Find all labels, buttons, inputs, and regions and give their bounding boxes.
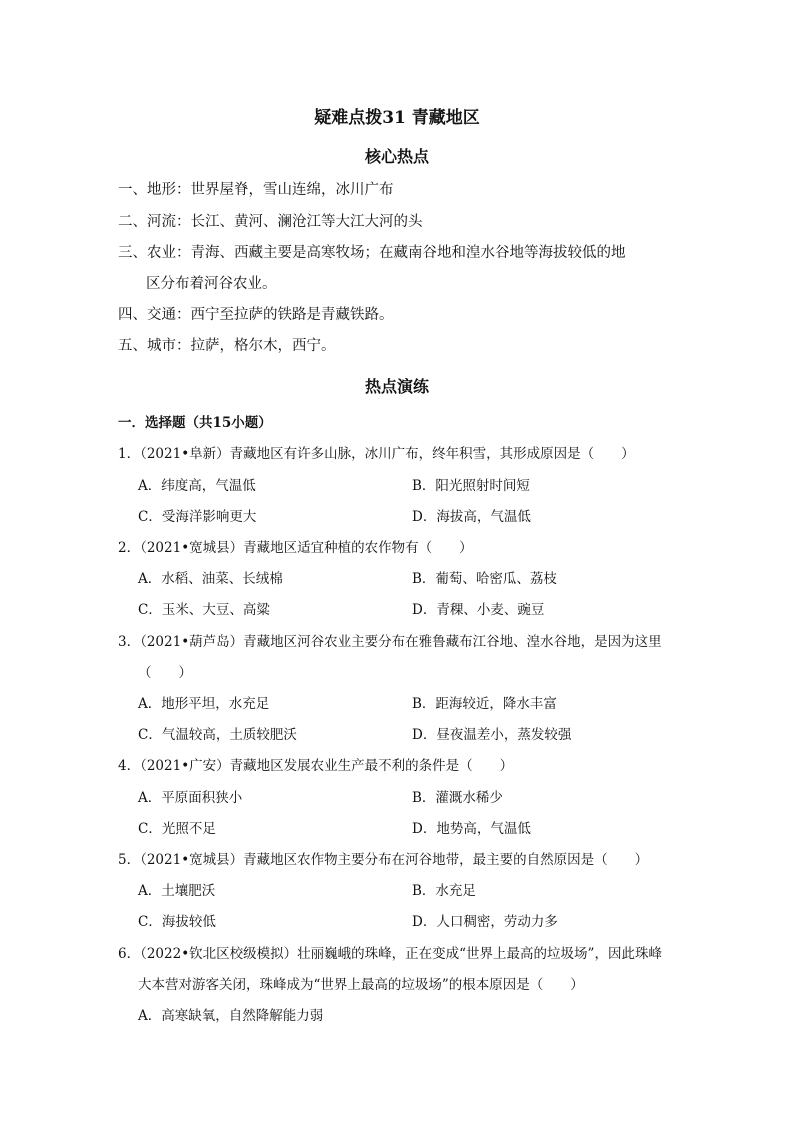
question-6-option-a: A．高寒缺氧，自然降解能力弱: [138, 1008, 324, 1024]
question-5-option-b: B．水充足: [412, 883, 476, 899]
question-1-option-a: A．纬度高，气温低: [138, 478, 256, 494]
question-1-option-b: B．阳光照射时间短: [412, 478, 530, 494]
core-heading: 核心热点: [364, 147, 429, 166]
page-title: 疑难点拨31 青藏地区: [314, 108, 480, 128]
question-2-option-a: A．水稻、油菜、长绒棉: [138, 571, 283, 587]
question-3-option-b: B．距海较近，降水丰富: [412, 696, 557, 712]
practice-heading: 热点演练: [364, 377, 429, 396]
question-4-stem: 4．（2021•广安）青藏地区发展农业生产最不利的条件是（ ）: [118, 758, 514, 774]
question-1-option-c: C．受海洋影响更大: [138, 509, 257, 525]
question-3-stem-cont: （ ）: [138, 665, 192, 681]
question-3-option-d: D．昼夜温差小，蒸发较强: [412, 727, 572, 743]
question-1-stem: 1．（2021•阜新）青藏地区有许多山脉，冰川广布，终年积雪，其形成原因是（ ）: [118, 446, 635, 462]
question-3-stem: 3．（2021•葫芦岛）青藏地区河谷农业主要分布在雅鲁藏布江谷地、湟水谷地，是因为这里: [118, 634, 662, 650]
question-5-option-d: D．人口稠密，劳动力多: [412, 914, 558, 930]
question-6-stem: 6．（2022•钦北区校级模拟）壮丽巍峨的珠峰，正在变成“世界上最高的垃圾场”，因此珠峰: [118, 946, 662, 962]
question-4-option-c: C．光照不足: [138, 821, 216, 837]
question-2-option-c: C．玉米、大豆、高粱: [138, 602, 270, 618]
question-1-option-d: D．海拔高，气温低: [412, 509, 531, 525]
core-item-agriculture-cont: 区分布着河谷农业。: [146, 276, 277, 292]
question-type-label: 一．选择题（共15小题）: [118, 415, 272, 431]
question-2-option-b: B．葡萄、哈密瓜、荔枝: [412, 571, 557, 587]
question-3-option-c: C．气温较高，土质较肥沃: [138, 727, 297, 743]
core-item-transport: 四、交通：西宁至拉萨的铁路是青藏铁路。: [118, 307, 394, 323]
question-4-option-d: D．地势高，气温低: [412, 821, 531, 837]
core-item-terrain: 一、地形：世界屋脊，雪山连绵，冰川广布: [118, 182, 394, 198]
question-6-stem-cont: 大本营对游客关闭，珠峰成为“世界上最高的垃圾场”的根本原因是（ ）: [138, 977, 584, 993]
question-4-option-b: B．灌溉水稀少: [412, 790, 503, 806]
question-4-option-a: A．平原面积狭小: [138, 790, 243, 806]
core-item-agriculture: 三、农业：青海、西藏主要是高寒牧场；在藏南谷地和湟水谷地等海拔较低的地: [118, 245, 626, 261]
core-item-rivers: 二、河流：长江、黄河、澜沧江等大江大河的头: [118, 214, 423, 230]
question-5-stem: 5．（2021•宽城县）青藏地区农作物主要分布在河谷地带，最主要的自然原因是（ ）: [118, 852, 649, 868]
question-5-option-c: C．海拔较低: [138, 914, 216, 930]
question-5-option-a: A．土壤肥沃: [138, 883, 216, 899]
core-item-cities: 五、城市：拉萨，格尔木，西宁。: [118, 338, 336, 354]
question-2-stem: 2．（2021•宽城县）青藏地区适宜种植的农作物有（ ）: [118, 540, 473, 556]
question-2-option-d: D．青稞、小麦、豌豆: [412, 602, 545, 618]
question-3-option-a: A．地形平坦，水充足: [138, 696, 270, 712]
